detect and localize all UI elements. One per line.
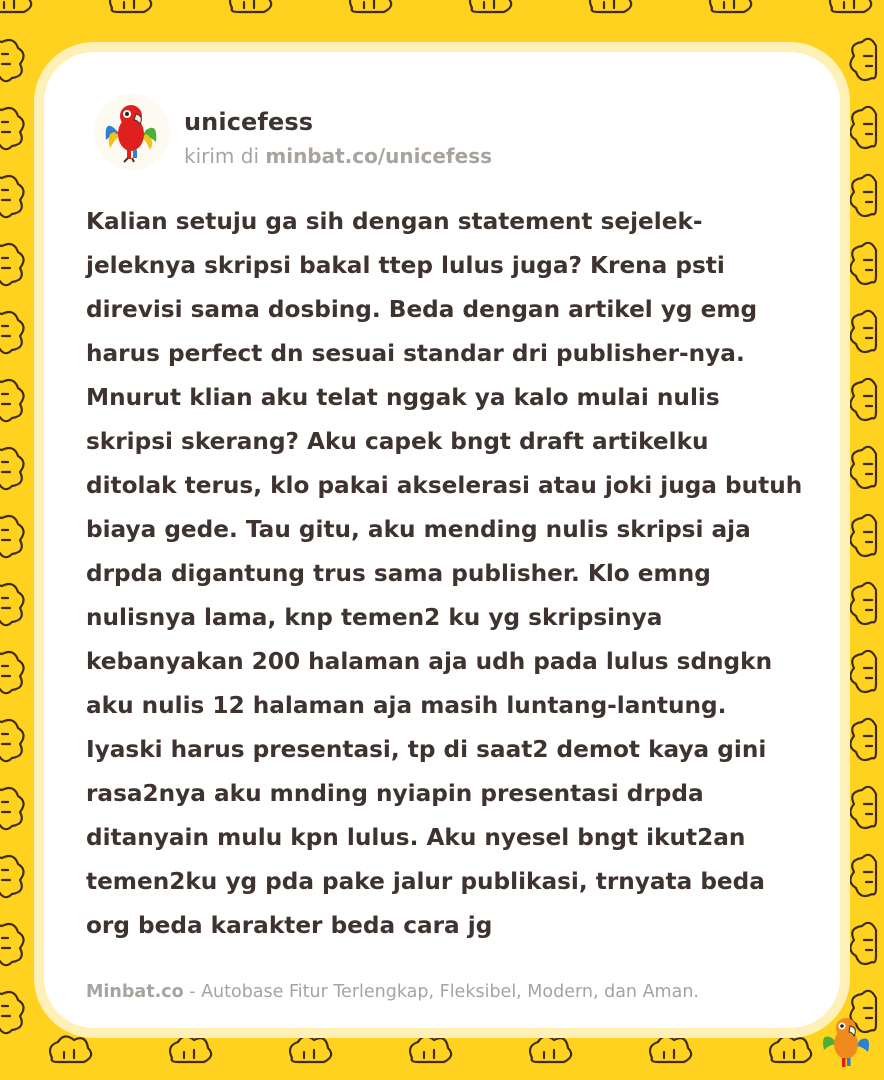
cloud-doodle-icon	[590, 0, 631, 12]
cloud-doodle-icon	[50, 1036, 91, 1062]
cloud-doodle-icon	[0, 516, 24, 557]
cloud-doodle-icon	[850, 515, 876, 556]
send-prefix: kirim di	[184, 144, 260, 168]
footer	[86, 982, 699, 1002]
cloud-doodle-icon	[230, 0, 271, 12]
cloud-doodle-icon	[530, 1036, 571, 1062]
cloud-doodle-icon	[850, 447, 876, 488]
cloud-doodle-icon	[0, 652, 24, 693]
cloud-doodle-icon	[170, 1036, 211, 1062]
cloud-doodle-icon	[0, 788, 24, 829]
confession-card	[34, 42, 850, 1038]
cloud-doodle-icon	[850, 39, 876, 80]
cloud-doodle-icon	[410, 1036, 451, 1062]
cloud-doodle-icon	[110, 0, 151, 12]
cloud-doodle-icon	[850, 855, 876, 896]
cloud-doodle-icon	[290, 1036, 331, 1062]
cloud-doodle-icon	[850, 583, 876, 624]
corner-mascot	[814, 1010, 878, 1074]
cloud-doodle-icon	[0, 924, 24, 965]
cloud-doodle-icon	[650, 1036, 691, 1062]
cloud-doodle-icon	[830, 0, 871, 12]
cloud-doodle-icon	[850, 787, 876, 828]
cloud-doodle-icon	[0, 720, 24, 761]
cloud-doodle-icon	[0, 856, 24, 897]
cloud-doodle-icon	[850, 923, 876, 964]
cloud-doodle-icon	[850, 719, 876, 760]
cloud-doodle-icon	[850, 311, 876, 352]
footer-tagline: - Autobase Fitur Terlengkap, Fleksibel, Modern, dan Aman.	[183, 982, 699, 1002]
confession-message: Kalian setuju ga sih dengan statement sejelek- jeleknya skripsi bakal ttep lulus juga? Krena psti direvisi sama dosbing. Beda dengan artikel yg emg harus perfect dn sesuai standar dri publisher-nya. Mnurut klian aku telat nggak ya kalo mulai nulis skripsi skerang? Aku capek bngt draft artikelku ditolak terus, klo pakai akselerasi atau joki juga butuh biaya gede. Tau gitu, aku mending nulis skripsi aja drpda digantung trus sama publisher. Klo emng nulisnya lama, knp temen2 ku yg skripsinya kebanyakan 200 halaman aja udh pada lulus sdngkn aku nulis 12 halaman aja masih luntang-lantung. Iyaski harus presentasi, tp di saat2 demot kaya gini rasa2nya aku mnding nyiapin presentasi drpda ditanyain mulu kpn lulus. Aku nyesel bngt ikut2an temen2ku yg pda pake jalur publikasi, trnyata beda org beda karakter beda cara jg	[86, 208, 803, 939]
cloud-doodle-icon	[710, 0, 751, 12]
send-link[interactable]: minbat.co/unicefess	[265, 144, 493, 168]
parrot-mascot-icon	[814, 1010, 878, 1074]
cloud-doodle-icon	[850, 107, 876, 148]
cloud-doodle-icon	[0, 176, 24, 217]
cloud-doodle-icon	[0, 40, 24, 81]
cloud-doodle-icon	[770, 1036, 811, 1062]
footer-brand: Minbat.co	[86, 982, 184, 1002]
cloud-doodle-icon	[0, 244, 24, 285]
cloud-doodle-icon	[0, 992, 24, 1033]
cloud-doodle-icon	[0, 448, 24, 489]
cloud-doodle-icon	[850, 175, 876, 216]
cloud-doodle-icon	[850, 379, 876, 420]
cloud-doodle-icon	[470, 0, 511, 12]
avatar	[94, 94, 170, 170]
cloud-doodle-icon	[0, 312, 24, 353]
cloud-doodle-icon	[0, 380, 24, 421]
send-link-line	[184, 144, 492, 168]
cloud-doodle-icon	[0, 108, 24, 149]
cloud-doodle-icon	[850, 243, 876, 284]
cloud-doodle-icon	[0, 0, 31, 12]
username: unicefess	[184, 108, 314, 136]
parrot-mascot-icon	[94, 94, 170, 170]
cloud-doodle-icon	[850, 651, 876, 692]
cloud-doodle-icon	[0, 584, 24, 625]
cloud-doodle-icon	[350, 0, 391, 12]
